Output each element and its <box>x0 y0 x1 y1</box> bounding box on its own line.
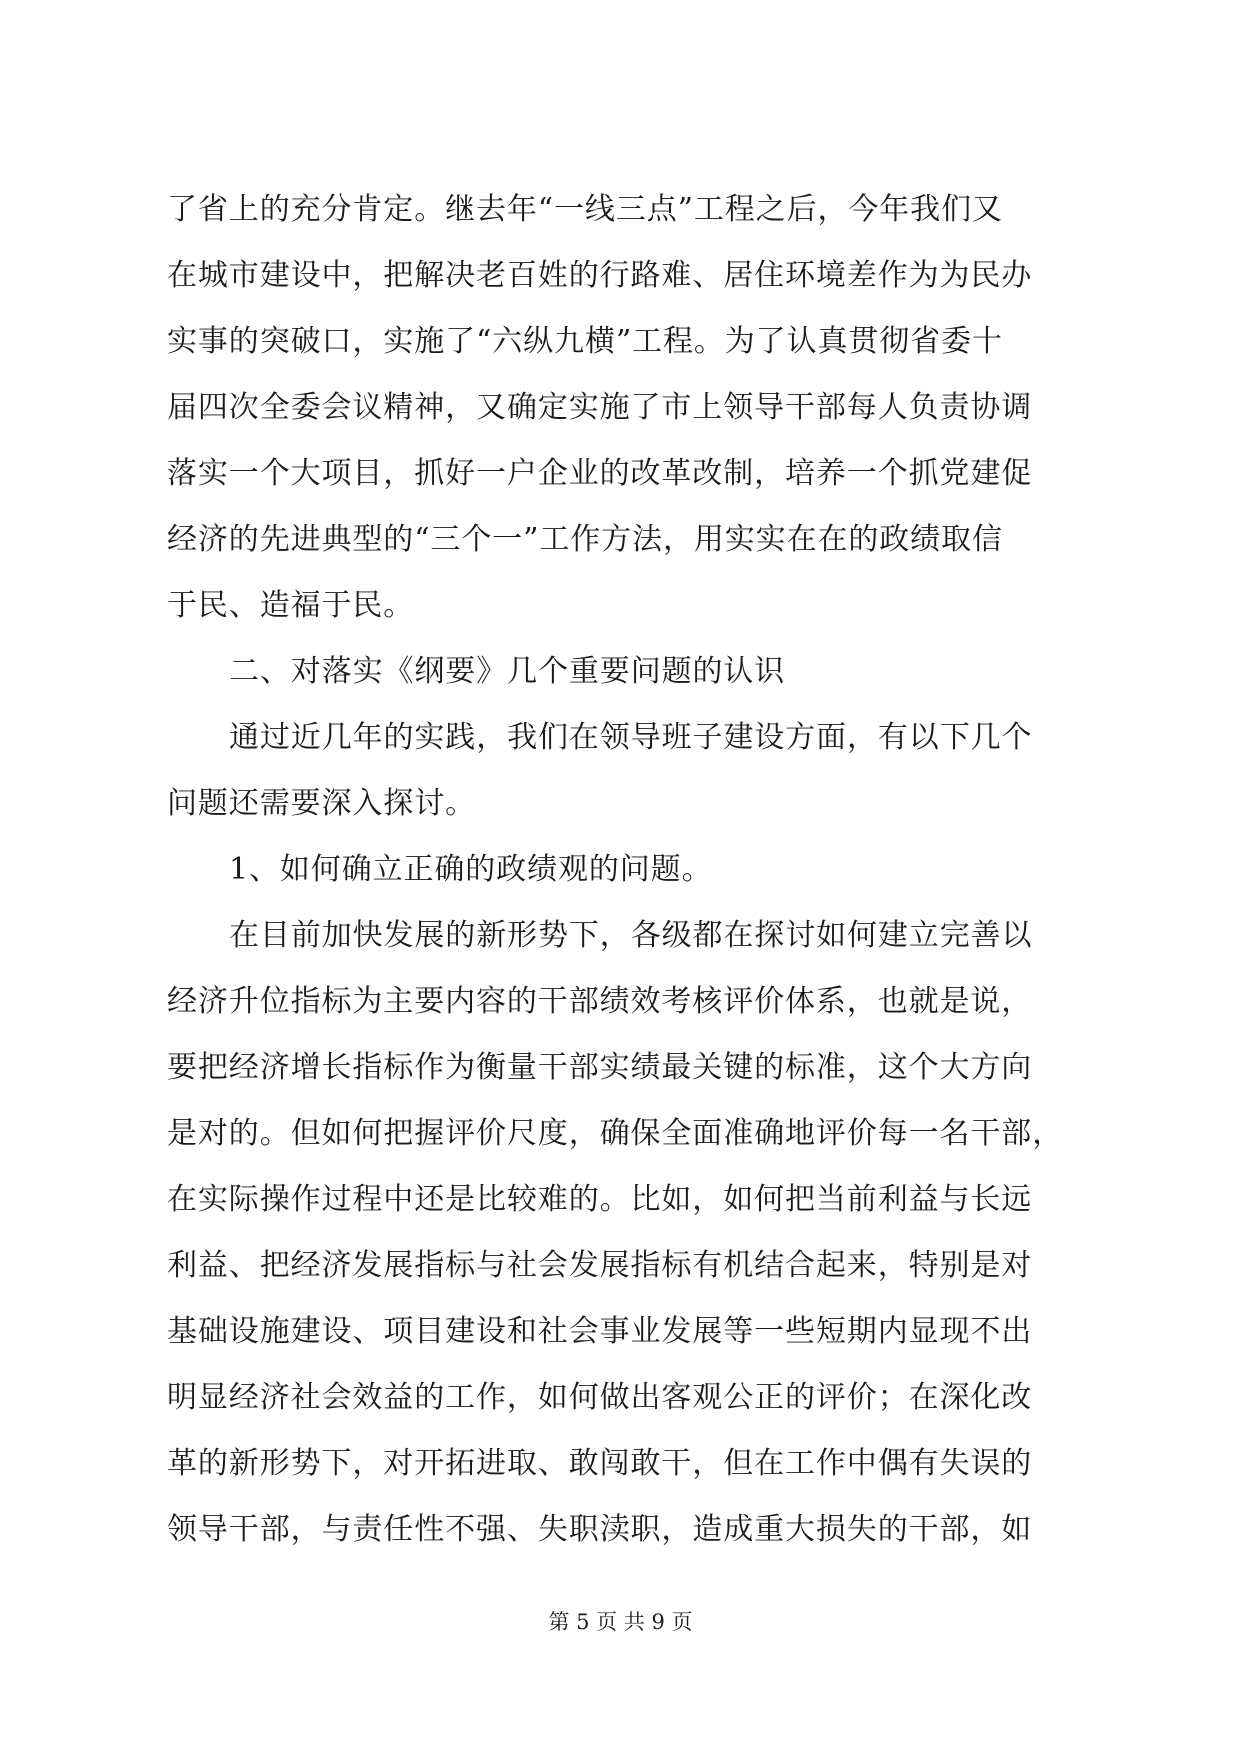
body-text-line: 明显经济社会效益的工作，如何做出客观公正的评价；在深化改 <box>167 1380 1033 1415</box>
page-number-footer: 第 5 页 共 9 页 <box>548 1610 693 1634</box>
body-text-line: 在目前加快发展的新形势下，各级都在探讨如何建立完善以 <box>229 918 1033 953</box>
body-text-line: 在城市建设中，把解决老百姓的行路难、居住环境差作为为民办 <box>167 258 1033 293</box>
body-text-line: 实事的突破口，实施了“六纵九横”工程。为了认真贯彻省委十 <box>167 324 1003 359</box>
body-text-line: 领导干部，与责任性不强、失职渎职，造成重大损失的干部，如 <box>167 1512 1033 1547</box>
body-text-line: 通过近几年的实践，我们在领导班子建设方面，有以下几个 <box>229 720 1033 755</box>
body-text-line: 利益、把经济发展指标与社会发展指标有机结合起来，特别是对 <box>167 1248 1033 1283</box>
body-text-line: 是对的。但如何把握评价尺度，确保全面准确地评价每一名干部， <box>167 1116 1064 1151</box>
body-text-line: 在实际操作过程中还是比较难的。比如，如何把当前利益与长远 <box>167 1182 1033 1217</box>
subsection-heading: 1、如何确立正确的政绩观的问题。 <box>229 852 713 887</box>
body-text-line: 于民、造福于民。 <box>167 588 415 623</box>
body-text-line: 届四次全委会议精神，又确定实施了市上领导干部每人负责协调 <box>167 390 1033 425</box>
section-heading: 二、对落实《纲要》几个重要问题的认识 <box>229 654 786 689</box>
body-text-line: 问题还需要深入探讨。 <box>167 786 476 821</box>
body-text-line: 基础设施建设、项目建设和社会事业发展等一些短期内显现不出 <box>167 1314 1033 1349</box>
body-text-line: 了省上的充分肯定。继去年“一线三点”工程之后，今年我们又 <box>167 192 1003 227</box>
body-text-line: 要把经济增长指标作为衡量干部实绩最关键的标准，这个大方向 <box>167 1050 1033 1085</box>
body-text-line: 经济的先进典型的“三个一”工作方法，用实实在在的政绩取信 <box>167 522 1003 557</box>
body-text-line: 经济升位指标为主要内容的干部绩效考核评价体系，也就是说， <box>167 984 1033 1019</box>
body-text-line: 落实一个大项目，抓好一户企业的改革改制，培养一个抓党建促 <box>167 456 1033 491</box>
body-text-line: 革的新形势下，对开拓进取、敢闯敢干，但在工作中偶有失误的 <box>167 1446 1033 1481</box>
